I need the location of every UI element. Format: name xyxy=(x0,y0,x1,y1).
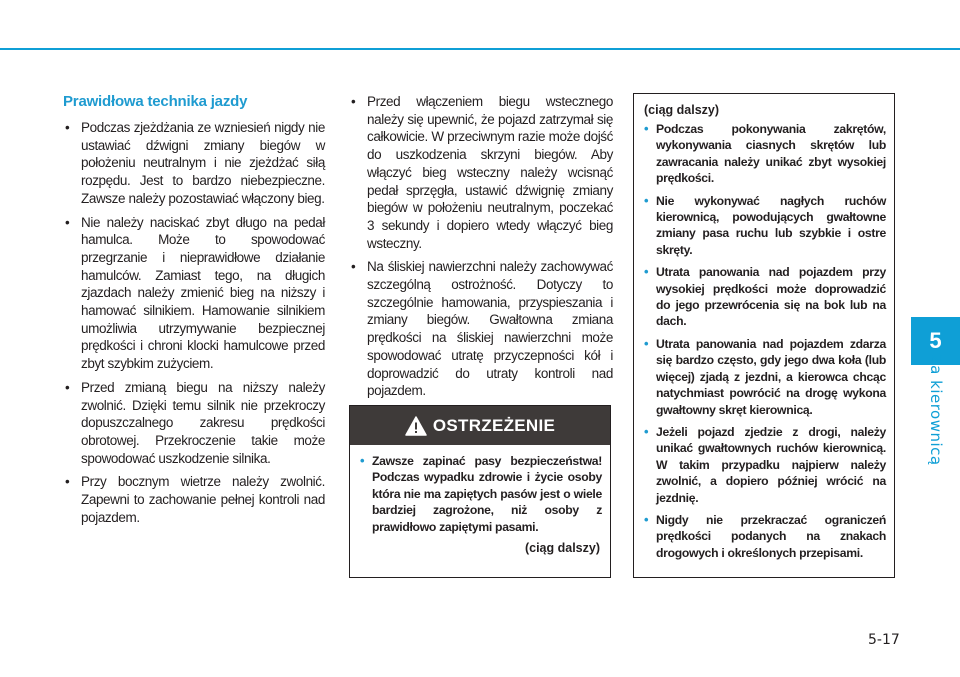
continuation-list xyxy=(644,121,886,561)
bullet-icon: • xyxy=(65,214,70,230)
list-item: • Przy bocznym wietrze należy zwolnić. Zapewni to zachowanie pełnej kontroli nad pojazdem. xyxy=(65,474,325,525)
top-rule xyxy=(0,48,960,50)
list-item: • Nie należy naciskać zbyt długo na pedał hamulca. Może to spowodować przegrzanie i nieprawidłowe działanie hamulców. Zamiast tego, na długich zjazdach należy zmienić bieg na niższy i hamować silnikiem. Hamowanie silnikiem umożliwia utrzymywanie bezpiecznej prędkości i chroni klocki hamulcowe przed zbyt szybkim zużyciem. xyxy=(65,214,325,372)
warning-title: OSTRZEŻENIE xyxy=(432,415,556,435)
list-item: • Nigdy nie przekraczać ograniczeń prędkości podanych na znakach drogowych i określonych przepisami. xyxy=(644,511,886,560)
warning-header xyxy=(350,406,610,445)
list-item: • Jeżeli pojazd zjedzie z drogi, należy unikać gwałtownych ruchów kierownicą. W takim przypadku najpierw należy zwolnić, a dopiero później wrócić na jezdnię. xyxy=(644,423,886,505)
bullet-icon: • xyxy=(644,511,649,527)
list-item: • Podczas pokonywania zakrętów, wykonywania ciasnych skrętów lub zawracania należy unikać zbyt wysokiej prędkości. xyxy=(644,121,886,186)
column-2 xyxy=(349,93,613,406)
list-item: • Utrata panowania nad pojazdem zdarza się bardzo często, gdy jego dwa koła (lub więcej) zjadą z jezdni, a kierowca chcąc natychmiast powrócić na drogę wykona gwałtowny skręt kierownicą. xyxy=(644,335,886,417)
list-item: • Zawsze zapinać pasy bezpieczeństwa! Podczas wypadku zdrowie i życie osoby która nie ma zapiętych pasów jest o wiele bardziej zagrożone, niż osoby z prawidłowo zapiętymi pasami. xyxy=(360,453,602,534)
list-item: • Przed włączeniem biegu wstecznego należy się upewnić, że pojazd zatrzymał się całkowicie. W przeciwnym razie może dojść do uszkodzenia skrzyni biegów. Aby włączyć bieg wsteczny należy wcisnąć pedał sprzęgła, ustawić dźwignię zmiany biegów w położeniu neutralnym, poczekać 3 sekundy i dopiero wtedy włączyć bieg wsteczny. xyxy=(351,94,613,251)
bullet-icon: • xyxy=(644,121,649,136)
list-item: • Nie wykonywać nagłych ruchów kierownicą, powodujących gwałtowne zmiany pasa ruchu lub szybkie i ostre skręty. xyxy=(644,192,886,257)
warning-body xyxy=(350,445,610,555)
chapter-number: 5 xyxy=(929,328,942,353)
bullet-icon: • xyxy=(65,120,70,135)
page-number: 5-17 xyxy=(868,632,900,648)
continuation-title: (ciąg dalszy) xyxy=(644,103,720,117)
warning-box xyxy=(349,405,611,578)
list-item: • Na śliskiej nawierzchni należy zachowywać szczególną ostrożność. Dotyczy to szczególnie hamowania, przyspieszania i zmiany biegów. Gwałtowna zmiana prędkości na śliskiej nawierzchni może spowodować utratę przyczepności kół i doprowadzić do utraty kontroli nad pojazdem. xyxy=(351,259,613,399)
warning-list xyxy=(360,453,602,535)
continued-note: (ciąg dalszy) xyxy=(524,541,600,556)
bullet-icon: • xyxy=(65,474,70,490)
bullet-list xyxy=(349,93,613,400)
list-item: • Utrata panowania nad pojazdem przy wysokiej prędkości może doprowadzić do jego przewrócenia się na bok lub na dach. xyxy=(644,264,886,329)
bullet-icon: • xyxy=(644,192,649,208)
section-heading: Prawidłowa technika jazdy xyxy=(63,93,248,110)
bullet-icon: • xyxy=(644,335,649,351)
bullet-list xyxy=(63,119,325,526)
warning-triangle-icon xyxy=(405,416,427,436)
bullet-icon: • xyxy=(351,259,356,275)
chapter-title: Za kierownicą xyxy=(927,354,945,466)
bullet-icon: • xyxy=(360,453,365,468)
bullet-icon: • xyxy=(351,94,356,109)
continuation-box xyxy=(633,93,895,578)
bullet-icon: • xyxy=(644,264,649,280)
column-1 xyxy=(63,93,325,532)
list-item: • Podczas zjeżdżania ze wzniesień nigdy nie ustawiać dźwigni zmiany biegów w położeniu neutralnym i nie zjeżdżać siłą rozpędu. Jest to bardzo niebezpieczne. Zawsze należy pozostawiać włączony bieg. xyxy=(65,120,325,206)
bullet-icon: • xyxy=(65,379,70,395)
bullet-icon: • xyxy=(644,423,649,439)
list-item: • Przed zmianą biegu na niższy należy zwolnić. Dzięki temu silnik nie przekroczy dopuszczalnego zakresu prędkości obrotowej. Przekroczenie takie może spowodować uszkodzenie silnika. xyxy=(65,379,325,466)
